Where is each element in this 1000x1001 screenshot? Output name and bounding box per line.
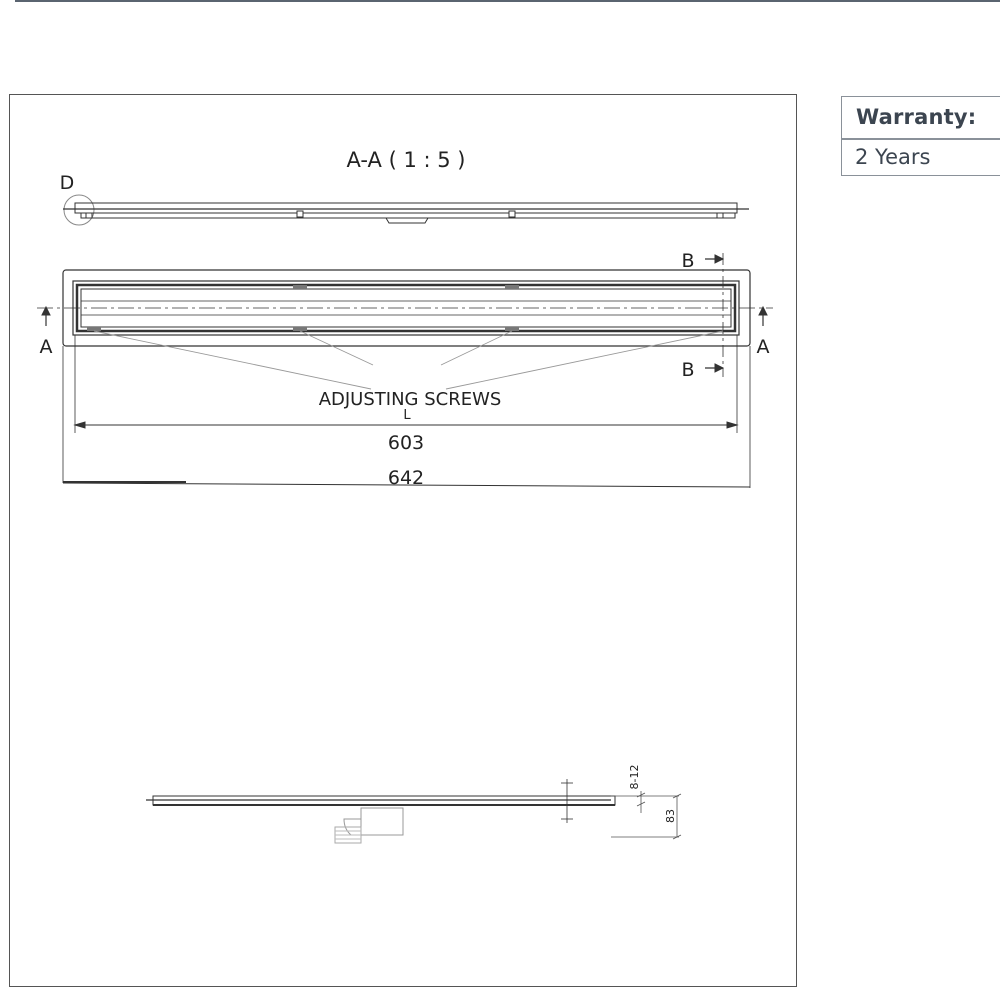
warranty-value: 2 Years bbox=[855, 145, 931, 169]
detail-circle bbox=[64, 195, 94, 225]
section-b-top-label: B bbox=[681, 250, 695, 272]
technical-drawing-frame bbox=[9, 94, 797, 987]
length-symbol: L bbox=[403, 408, 411, 423]
side-elevation bbox=[146, 779, 615, 843]
plan-view bbox=[37, 253, 773, 377]
section-a-right-label: A bbox=[756, 336, 770, 358]
section-title: A-A ( 1 : 5 ) bbox=[346, 148, 466, 172]
section-arrow-b-top bbox=[705, 255, 723, 263]
dimension-outer: 642 bbox=[387, 467, 425, 489]
dimension-height: 83 bbox=[664, 809, 677, 823]
adjusting-screws-callout: ADJUSTING SCREWS bbox=[318, 389, 502, 410]
section-a-left-label: A bbox=[39, 336, 53, 358]
section-b-bottom-label: B bbox=[681, 359, 695, 381]
dimension-inner: 603 bbox=[387, 432, 425, 454]
screw-leader-lines bbox=[94, 331, 723, 389]
warranty-panel bbox=[841, 96, 1000, 176]
warranty-divider bbox=[842, 138, 1000, 140]
dimension-adjust: 8-12 bbox=[628, 764, 641, 790]
section-profile bbox=[63, 203, 749, 223]
detail-label: D bbox=[59, 172, 75, 194]
section-arrow-a-left bbox=[42, 307, 50, 326]
section-arrow-b-bottom bbox=[705, 364, 723, 372]
section-arrow-a-right bbox=[759, 307, 767, 326]
warranty-label: Warranty: bbox=[856, 105, 977, 129]
